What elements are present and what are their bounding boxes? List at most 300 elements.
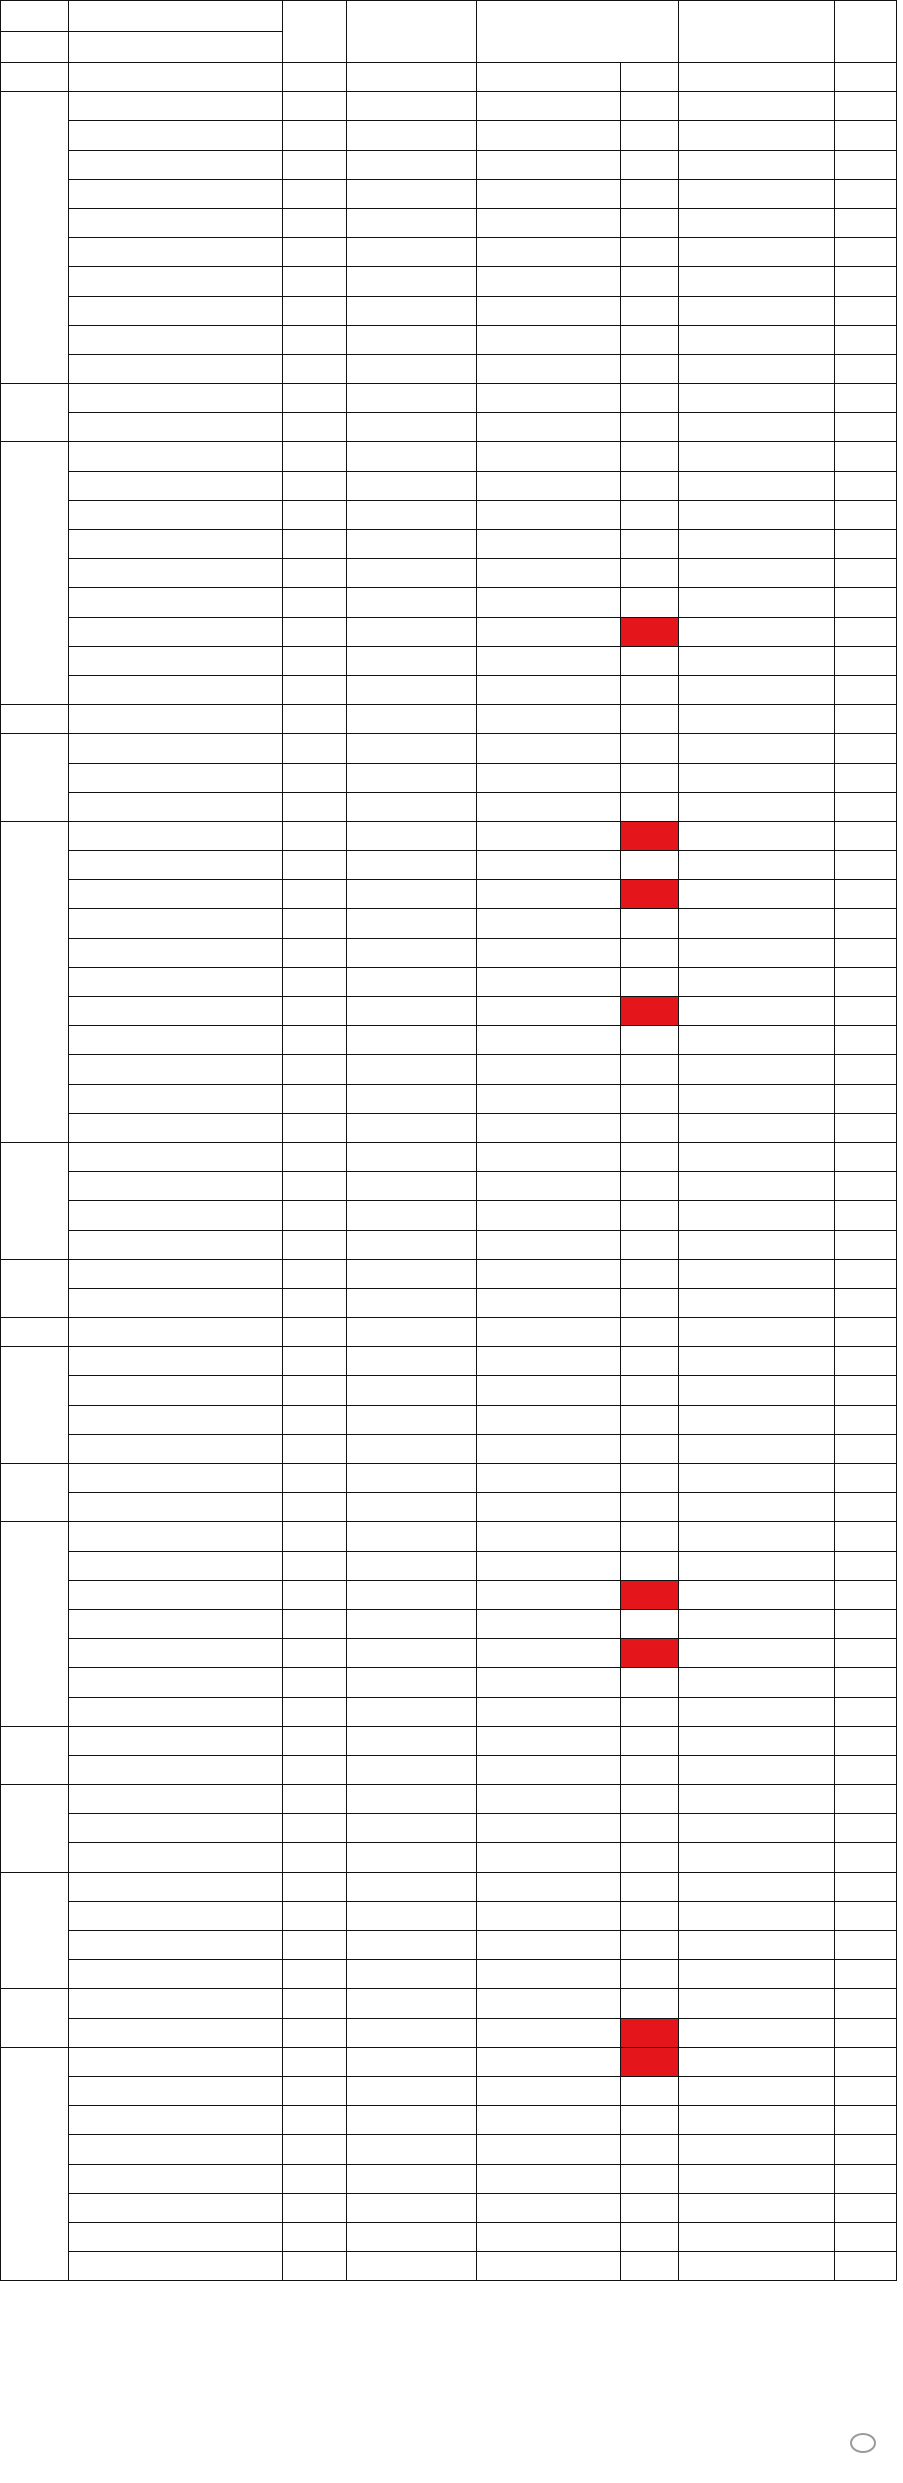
type-cell — [283, 1843, 347, 1872]
prev-price-cell — [347, 2222, 477, 2251]
table-row — [1, 1113, 897, 1142]
prev-price-cell — [347, 792, 477, 821]
phone-cell — [679, 997, 835, 1026]
phone-cell — [679, 1609, 835, 1638]
member-cell — [69, 997, 283, 1026]
today-price-cell — [477, 1288, 621, 1317]
trend-cell — [621, 2018, 679, 2047]
table-row — [1, 763, 897, 792]
table-row — [1, 92, 897, 121]
header-blank — [835, 1, 897, 63]
table-row — [1, 2222, 897, 2251]
member-cell — [69, 1084, 283, 1113]
trend-cell — [621, 325, 679, 354]
phone-cell — [679, 1318, 835, 1347]
table-row — [1, 1259, 897, 1288]
watermark-brand — [850, 2432, 882, 2453]
type-cell — [283, 1113, 347, 1142]
table-row — [1, 1843, 897, 1872]
member-cell — [69, 1142, 283, 1171]
type-cell — [283, 1172, 347, 1201]
member-cell — [69, 1755, 283, 1784]
prev-price-cell — [347, 1639, 477, 1668]
prev-price-cell — [347, 1172, 477, 1201]
member-cell — [69, 2252, 283, 2281]
type-cell — [283, 997, 347, 1026]
phone-cell — [679, 909, 835, 938]
table-row — [1, 851, 897, 880]
trend-cell — [621, 92, 679, 121]
number-cell — [835, 997, 897, 1026]
prev-price-cell — [347, 734, 477, 763]
type-cell — [283, 588, 347, 617]
phone-cell — [679, 1434, 835, 1463]
today-price-cell — [477, 1230, 621, 1259]
number-cell — [835, 1026, 897, 1055]
member-cell — [69, 1172, 283, 1201]
member-cell — [69, 1318, 283, 1347]
trend-cell — [621, 1609, 679, 1638]
trend-cell — [621, 267, 679, 296]
number-cell — [835, 1493, 897, 1522]
prev-price-cell — [347, 559, 477, 588]
trend-cell — [621, 1464, 679, 1493]
number-cell — [835, 325, 897, 354]
type-cell — [283, 1580, 347, 1609]
trend-cell — [621, 1785, 679, 1814]
prev-price-cell — [347, 705, 477, 734]
prev-price-cell — [347, 1668, 477, 1697]
number-cell — [835, 851, 897, 880]
trend-cell — [621, 471, 679, 500]
type-cell — [283, 1551, 347, 1580]
number-cell — [835, 1580, 897, 1609]
today-price-cell — [477, 1872, 621, 1901]
number-cell — [835, 1084, 897, 1113]
type-cell — [283, 1084, 347, 1113]
table-row — [1, 1084, 897, 1113]
table-row — [1, 1405, 897, 1434]
table-row — [1, 2252, 897, 2281]
province-cell — [1, 2047, 69, 2281]
phone-cell — [679, 530, 835, 559]
table-row — [1, 2047, 897, 2076]
phone-cell — [679, 238, 835, 267]
number-cell — [835, 967, 897, 996]
phone-cell — [679, 384, 835, 413]
member-cell — [69, 471, 283, 500]
today-price-cell — [477, 1522, 621, 1551]
prev-price-cell — [347, 2135, 477, 2164]
phone-cell — [679, 267, 835, 296]
member-cell — [69, 1522, 283, 1551]
number-cell — [835, 1172, 897, 1201]
type-cell — [283, 384, 347, 413]
table-row — [1, 471, 897, 500]
member-cell — [69, 2135, 283, 2164]
type-cell — [283, 325, 347, 354]
type-cell — [283, 2106, 347, 2135]
phone-cell — [679, 1347, 835, 1376]
today-price-cell — [477, 325, 621, 354]
type-cell — [283, 1434, 347, 1463]
type-cell — [283, 909, 347, 938]
table-row — [1, 1785, 897, 1814]
prev-price-cell — [347, 500, 477, 529]
member-cell — [69, 1609, 283, 1638]
number-cell — [835, 1055, 897, 1084]
type-cell — [283, 63, 347, 92]
today-price-cell — [477, 2076, 621, 2105]
type-cell — [283, 1026, 347, 1055]
today-price-cell — [477, 442, 621, 471]
table-row — [1, 1347, 897, 1376]
prev-price-cell — [347, 1084, 477, 1113]
trend-cell — [621, 413, 679, 442]
phone-cell — [679, 1055, 835, 1084]
number-cell — [835, 1989, 897, 2018]
phone-cell — [679, 1697, 835, 1726]
today-price-cell — [477, 2106, 621, 2135]
member-cell — [69, 1230, 283, 1259]
number-cell — [835, 1872, 897, 1901]
type-cell — [283, 734, 347, 763]
header-members-title — [69, 1, 283, 32]
today-price-cell — [477, 938, 621, 967]
phone-cell — [679, 1785, 835, 1814]
member-cell — [69, 354, 283, 383]
table-row — [1, 705, 897, 734]
number-cell — [835, 2222, 897, 2251]
table-row — [1, 1376, 897, 1405]
table-row — [1, 1697, 897, 1726]
today-price-cell — [477, 1843, 621, 1872]
type-cell — [283, 1989, 347, 2018]
today-price-cell — [477, 2193, 621, 2222]
prev-price-cell — [347, 121, 477, 150]
number-cell — [835, 63, 897, 92]
trend-cell — [621, 1201, 679, 1230]
number-cell — [835, 413, 897, 442]
province-cell — [1, 384, 69, 442]
trend-cell — [621, 617, 679, 646]
trend-cell — [621, 588, 679, 617]
member-cell — [69, 1668, 283, 1697]
today-price-cell — [477, 1755, 621, 1784]
header-today-price — [477, 1, 679, 63]
trend-cell — [621, 1726, 679, 1755]
prev-price-cell — [347, 588, 477, 617]
number-cell — [835, 1551, 897, 1580]
member-cell — [69, 1989, 283, 2018]
type-cell — [283, 2222, 347, 2251]
trend-cell — [621, 2252, 679, 2281]
member-cell — [69, 1259, 283, 1288]
today-price-cell — [477, 1609, 621, 1638]
member-cell — [69, 1493, 283, 1522]
table-row — [1, 121, 897, 150]
member-cell — [69, 1726, 283, 1755]
table-row — [1, 1901, 897, 1930]
table-row — [1, 588, 897, 617]
prev-price-cell — [347, 442, 477, 471]
table-row — [1, 2164, 897, 2193]
number-cell — [835, 588, 897, 617]
phone-cell — [679, 851, 835, 880]
phone-cell — [679, 1755, 835, 1784]
today-price-cell — [477, 296, 621, 325]
today-price-cell — [477, 2164, 621, 2193]
today-price-cell — [477, 1405, 621, 1434]
today-price-cell — [477, 792, 621, 821]
trend-cell — [621, 2106, 679, 2135]
table-row — [1, 63, 897, 92]
prev-price-cell — [347, 1055, 477, 1084]
table-row — [1, 938, 897, 967]
type-cell — [283, 1405, 347, 1434]
type-cell — [283, 1785, 347, 1814]
table-row — [1, 1609, 897, 1638]
prev-price-cell — [347, 296, 477, 325]
phone-cell — [679, 559, 835, 588]
type-cell — [283, 675, 347, 704]
member-cell — [69, 967, 283, 996]
table-row — [1, 238, 897, 267]
prev-price-cell — [347, 1113, 477, 1142]
table-row — [1, 208, 897, 237]
number-cell — [835, 1960, 897, 1989]
type-cell — [283, 267, 347, 296]
province-cell — [1, 1989, 69, 2047]
today-price-cell — [477, 1434, 621, 1463]
member-cell — [69, 2193, 283, 2222]
trend-cell — [621, 1230, 679, 1259]
table-row — [1, 1551, 897, 1580]
trend-cell — [621, 821, 679, 850]
header-province — [1, 32, 69, 63]
trend-cell — [621, 442, 679, 471]
table-row — [1, 2106, 897, 2135]
table-row — [1, 1639, 897, 1668]
today-price-cell — [477, 734, 621, 763]
today-price-cell — [477, 354, 621, 383]
number-cell — [835, 617, 897, 646]
province-cell — [1, 1347, 69, 1464]
type-cell — [283, 179, 347, 208]
prev-price-cell — [347, 821, 477, 850]
prev-price-cell — [347, 2252, 477, 2281]
prev-price-cell — [347, 2076, 477, 2105]
table-row — [1, 1201, 897, 1230]
trend-cell — [621, 1259, 679, 1288]
prev-price-cell — [347, 1522, 477, 1551]
today-price-cell — [477, 2252, 621, 2281]
type-cell — [283, 208, 347, 237]
prev-price-cell — [347, 92, 477, 121]
phone-cell — [679, 2164, 835, 2193]
prev-price-cell — [347, 471, 477, 500]
table-row — [1, 1755, 897, 1784]
type-cell — [283, 2164, 347, 2193]
phone-cell — [679, 1901, 835, 1930]
member-cell — [69, 821, 283, 850]
trend-cell — [621, 150, 679, 179]
prev-price-cell — [347, 325, 477, 354]
phone-cell — [679, 675, 835, 704]
member-cell — [69, 208, 283, 237]
phone-cell — [679, 1493, 835, 1522]
trend-cell — [621, 1026, 679, 1055]
type-cell — [283, 763, 347, 792]
today-price-cell — [477, 1668, 621, 1697]
trend-cell — [621, 559, 679, 588]
today-price-cell — [477, 1639, 621, 1668]
prev-price-cell — [347, 1726, 477, 1755]
prev-price-cell — [347, 1609, 477, 1638]
phone-cell — [679, 880, 835, 909]
prev-price-cell — [347, 2164, 477, 2193]
today-price-cell — [477, 880, 621, 909]
member-cell — [69, 1872, 283, 1901]
phone-cell — [679, 296, 835, 325]
trend-cell — [621, 1843, 679, 1872]
table-row — [1, 1142, 897, 1171]
phone-cell — [679, 1084, 835, 1113]
member-cell — [69, 1376, 283, 1405]
phone-cell — [679, 2222, 835, 2251]
type-cell — [283, 296, 347, 325]
phone-cell — [679, 2106, 835, 2135]
number-cell — [835, 1931, 897, 1960]
member-cell — [69, 442, 283, 471]
today-price-cell — [477, 1464, 621, 1493]
type-cell — [283, 1376, 347, 1405]
phone-cell — [679, 763, 835, 792]
today-price-cell — [477, 997, 621, 1026]
type-cell — [283, 2047, 347, 2076]
type-cell — [283, 880, 347, 909]
member-cell — [69, 413, 283, 442]
table-row — [1, 675, 897, 704]
today-price-cell — [477, 1989, 621, 2018]
phone-cell — [679, 1376, 835, 1405]
number-cell — [835, 267, 897, 296]
trend-cell — [621, 1055, 679, 1084]
type-cell — [283, 1142, 347, 1171]
member-cell — [69, 763, 283, 792]
prev-price-cell — [347, 909, 477, 938]
today-price-cell — [477, 1113, 621, 1142]
prev-price-cell — [347, 2047, 477, 2076]
today-price-cell — [477, 1259, 621, 1288]
type-cell — [283, 1055, 347, 1084]
member-cell — [69, 588, 283, 617]
member-cell — [69, 2222, 283, 2251]
type-cell — [283, 238, 347, 267]
province-cell — [1, 92, 69, 384]
number-cell — [835, 1113, 897, 1142]
province-cell — [1, 1522, 69, 1726]
table-row — [1, 1026, 897, 1055]
type-cell — [283, 617, 347, 646]
province-cell — [1, 1142, 69, 1259]
phone-cell — [679, 1522, 835, 1551]
table-row — [1, 442, 897, 471]
prev-price-cell — [347, 1318, 477, 1347]
trend-cell — [621, 1931, 679, 1960]
table-row — [1, 1726, 897, 1755]
type-cell — [283, 471, 347, 500]
phone-cell — [679, 1230, 835, 1259]
member-cell — [69, 646, 283, 675]
phone-cell — [679, 325, 835, 354]
phone-cell — [679, 1551, 835, 1580]
table-row — [1, 1989, 897, 2018]
type-cell — [283, 2135, 347, 2164]
member-cell — [69, 792, 283, 821]
phone-cell — [679, 792, 835, 821]
type-cell — [283, 1259, 347, 1288]
phone-cell — [679, 1026, 835, 1055]
phone-cell — [679, 2076, 835, 2105]
type-cell — [283, 1609, 347, 1638]
today-price-cell — [477, 1726, 621, 1755]
member-cell — [69, 1901, 283, 1930]
number-cell — [835, 1901, 897, 1930]
member-cell — [69, 1931, 283, 1960]
trend-cell — [621, 2047, 679, 2076]
table-row — [1, 296, 897, 325]
phone-cell — [679, 1872, 835, 1901]
today-price-cell — [477, 1785, 621, 1814]
table-row — [1, 1872, 897, 1901]
table-row — [1, 2193, 897, 2222]
number-cell — [835, 1843, 897, 1872]
prev-price-cell — [347, 617, 477, 646]
phone-cell — [679, 1814, 835, 1843]
phone-cell — [679, 63, 835, 92]
table-row — [1, 500, 897, 529]
prev-price-cell — [347, 763, 477, 792]
trend-cell — [621, 1872, 679, 1901]
type-cell — [283, 500, 347, 529]
trend-cell — [621, 909, 679, 938]
member-cell — [69, 1347, 283, 1376]
type-cell — [283, 1201, 347, 1230]
trend-cell — [621, 238, 679, 267]
member-cell — [69, 559, 283, 588]
prev-price-cell — [347, 1960, 477, 1989]
member-cell — [69, 384, 283, 413]
member-cell — [69, 325, 283, 354]
trend-cell — [621, 1639, 679, 1668]
table-row — [1, 1464, 897, 1493]
header-score — [283, 1, 347, 63]
province-cell — [1, 1464, 69, 1522]
phone-cell — [679, 1843, 835, 1872]
number-cell — [835, 500, 897, 529]
number-cell — [835, 763, 897, 792]
type-cell — [283, 1814, 347, 1843]
prev-price-cell — [347, 413, 477, 442]
type-cell — [283, 646, 347, 675]
number-cell — [835, 1726, 897, 1755]
today-price-cell — [477, 705, 621, 734]
prev-price-cell — [347, 1434, 477, 1463]
province-cell — [1, 1872, 69, 1989]
prev-price-cell — [347, 1989, 477, 2018]
member-cell — [69, 1551, 283, 1580]
